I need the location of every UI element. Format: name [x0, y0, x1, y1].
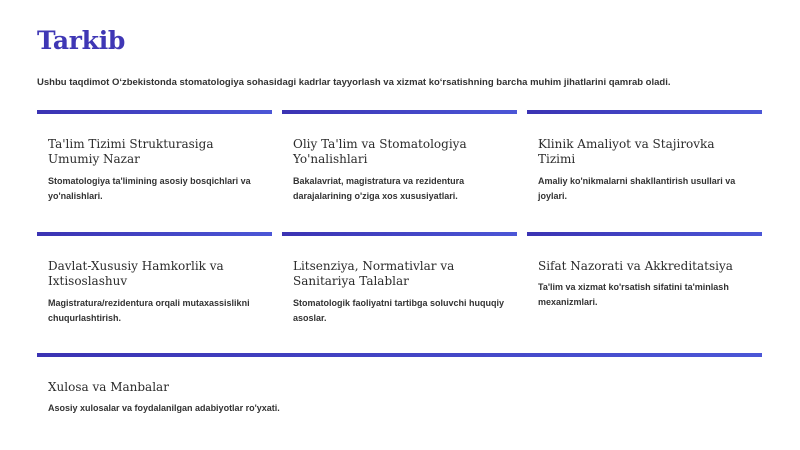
card-title: Ta'lim Tizimi Strukturasiga Umumiy Nazar [48, 137, 214, 166]
card-description: Amaliy ko'nikmalarni shakllantirish usullari va joylari. [538, 176, 736, 201]
section-card-higher-education [282, 110, 517, 222]
card-description: Stomatologik faoliyatni tartibga soluvchi huquqiy asoslar. [293, 298, 505, 323]
section-card-quality-control [527, 232, 762, 344]
card-description: Bakalavriat, magistratura va rezidentura darajalarining o'ziga xos xususiyatlari. [293, 176, 465, 201]
card-description: Magistratura/rezidentura orqali mutaxassislikni chuqurlashtirish. [48, 298, 250, 323]
card-title: Litsenziya, Normativlar va Sanitariya Talablar [293, 259, 455, 288]
card-title: Davlat-Xususiy Hamkorlik va Ixtisoslashuv [48, 259, 224, 288]
section-card-public-private [37, 232, 272, 344]
section-card-education-structure [37, 110, 272, 222]
section-card-conclusion [37, 353, 762, 428]
card-title: Xulosa va Manbalar [48, 380, 169, 394]
card-title: Sifat Nazorati va Akkreditatsiya [538, 259, 733, 273]
card-description: Stomatologiya ta'limining asosiy bosqichlari va yo'nalishlari. [48, 176, 251, 201]
section-card-licensing [282, 232, 517, 344]
card-description: Asosiy xulosalar va foydalanilgan adabiyotlar ro'yxati. [48, 403, 280, 413]
intro-text: Ushbu taqdimot O‘zbekistonda stomatologiya sohasidagi kadrlar tayyorlash va xizmat ko‘rsatishning barcha muhim jihatlarini qamrab oladi. [37, 77, 671, 88]
card-title: Klinik Amaliyot va Stajirovka Tizimi [538, 137, 715, 166]
card-description: Ta'lim va xizmat ko'rsatish sifatini ta'minlash mexanizmlari. [538, 282, 729, 307]
section-card-clinical-practice [527, 110, 762, 222]
card-title: Oliy Ta'lim va Stomatologiya Yo'nalishlari [293, 137, 467, 166]
page-title: Tarkib [37, 26, 126, 55]
